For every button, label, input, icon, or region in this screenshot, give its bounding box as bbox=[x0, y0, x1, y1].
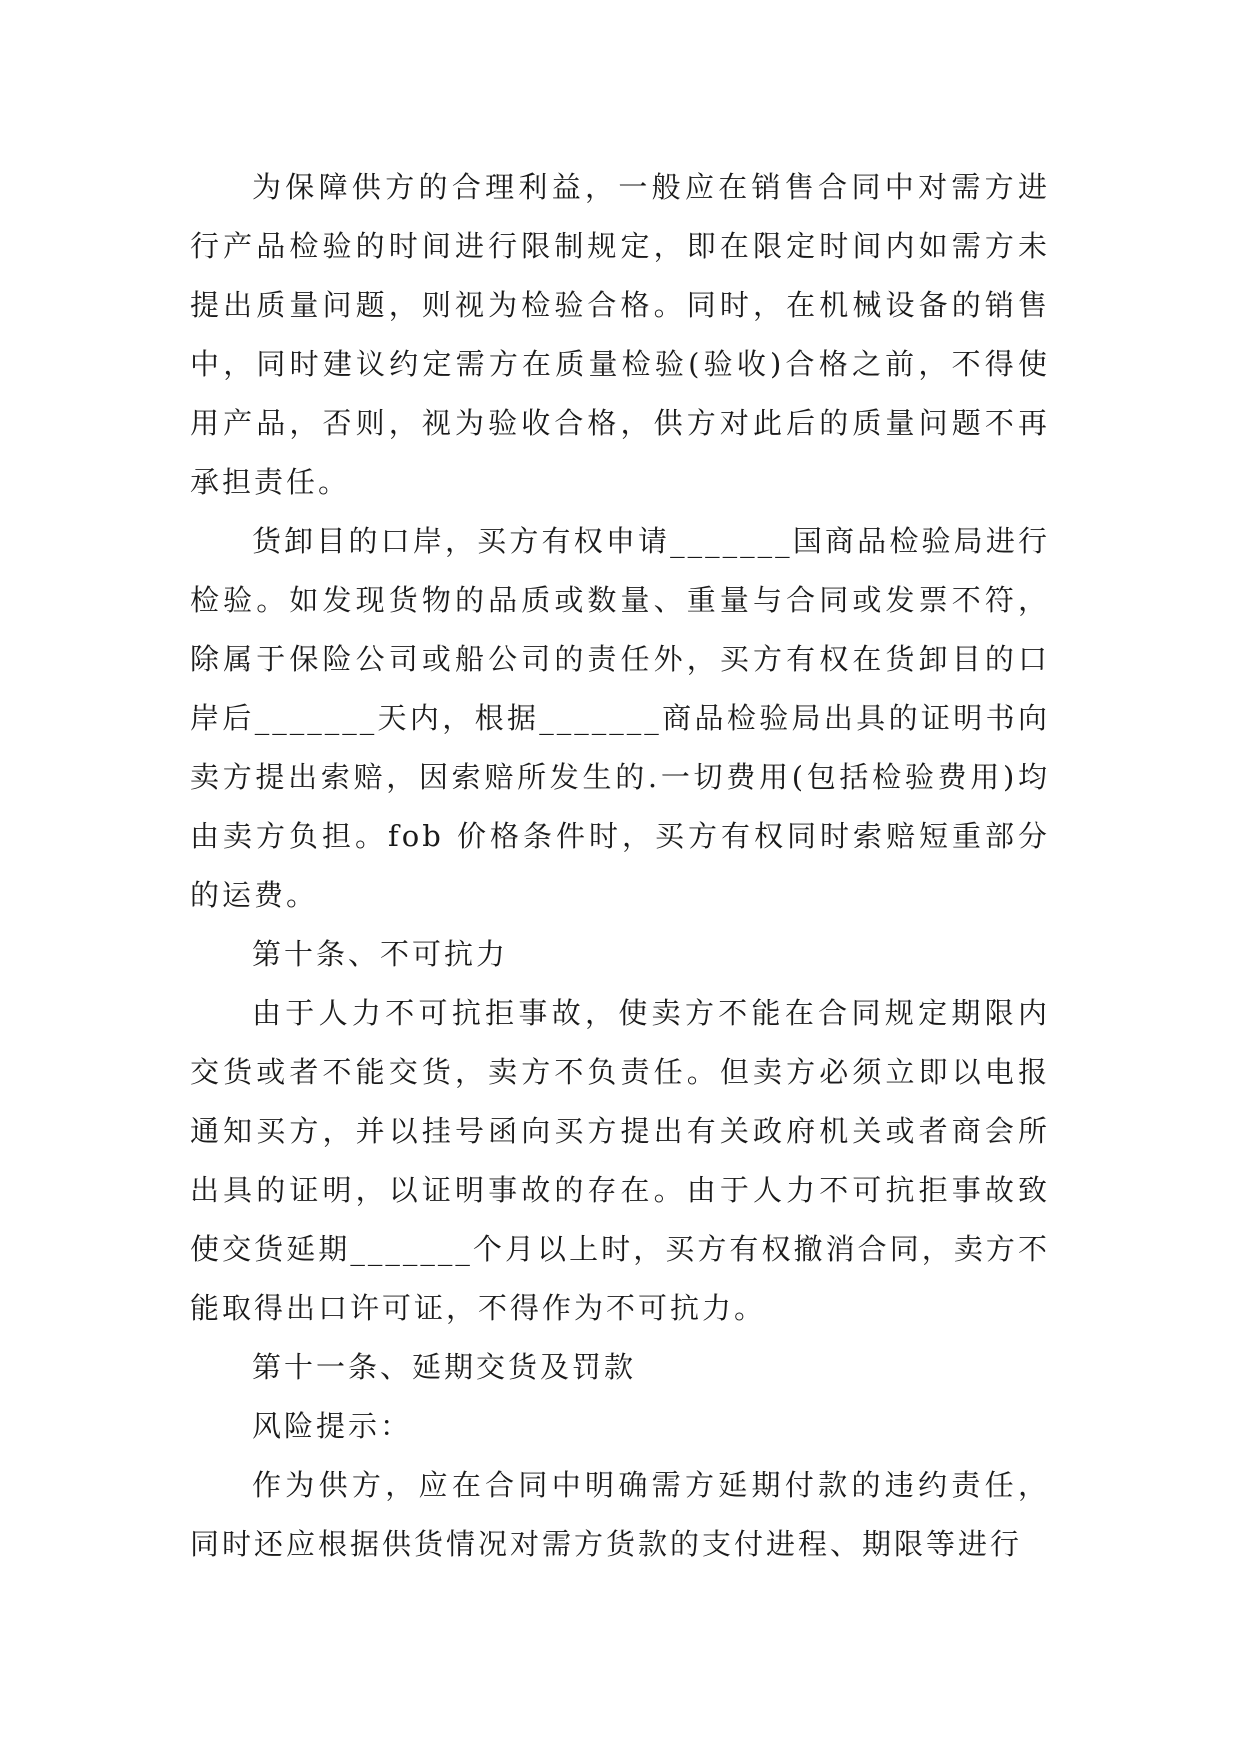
paragraph-force-majeure: 由于人力不可抗拒事故，使卖方不能在合同规定期限内交货或者不能交货，卖方不负责任。但卖方必须立即以电报通知买方，并以挂号函向买方提出有关政府机关或者商会所出具的证明，以证明事故的存在。由于人力不可抗拒事故致使交货延期_______个月以上时，买方有权撤消合同，卖方不能取得出口许可证，不得作为不可抗力。 bbox=[190, 996, 1050, 1325]
heading-article-11-late-delivery: 第十一条、延期交货及罚款 bbox=[252, 1350, 637, 1384]
paragraph-inspection-time-limit: 为保障供方的合理利益，一般应在销售合同中对需方进行产品检验的时间进行限制规定，即在限定时间内如需方未提出质量问题，则视为检验合格。同时，在机械设备的销售中，同时建议约定需方在质量检验(验收)合格之前，不得使用产品，否则，视为验收合格，供方对此后的质量问题不再承担责任。 bbox=[190, 170, 1050, 499]
document-body bbox=[190, 158, 1050, 1574]
label-risk-notice: 风险提示： bbox=[252, 1409, 413, 1443]
heading-article-10-force-majeure: 第十条、不可抗力 bbox=[252, 937, 509, 971]
paragraph-inspection-claims: 货卸目的口岸，买方有权申请_______国商品检验局进行检验。如发现货物的品质或数量、重量与合同或发票不符，除属于保险公司或船公司的责任外，买方有权在货卸目的口岸后_______天内，根据_______商品检验局出具的证明书向卖方提出索赔，因索赔所发生的.一切费用(包括检验费用)均由卖方负担。fob 价格条件时，买方有权同时索赔短重部分的运费。 bbox=[190, 524, 1050, 912]
paragraph-late-payment: 作为供方，应在合同中明确需方延期付款的违约责任，同时还应根据供货情况对需方货款的支付进程、期限等进行 bbox=[190, 1468, 1050, 1561]
